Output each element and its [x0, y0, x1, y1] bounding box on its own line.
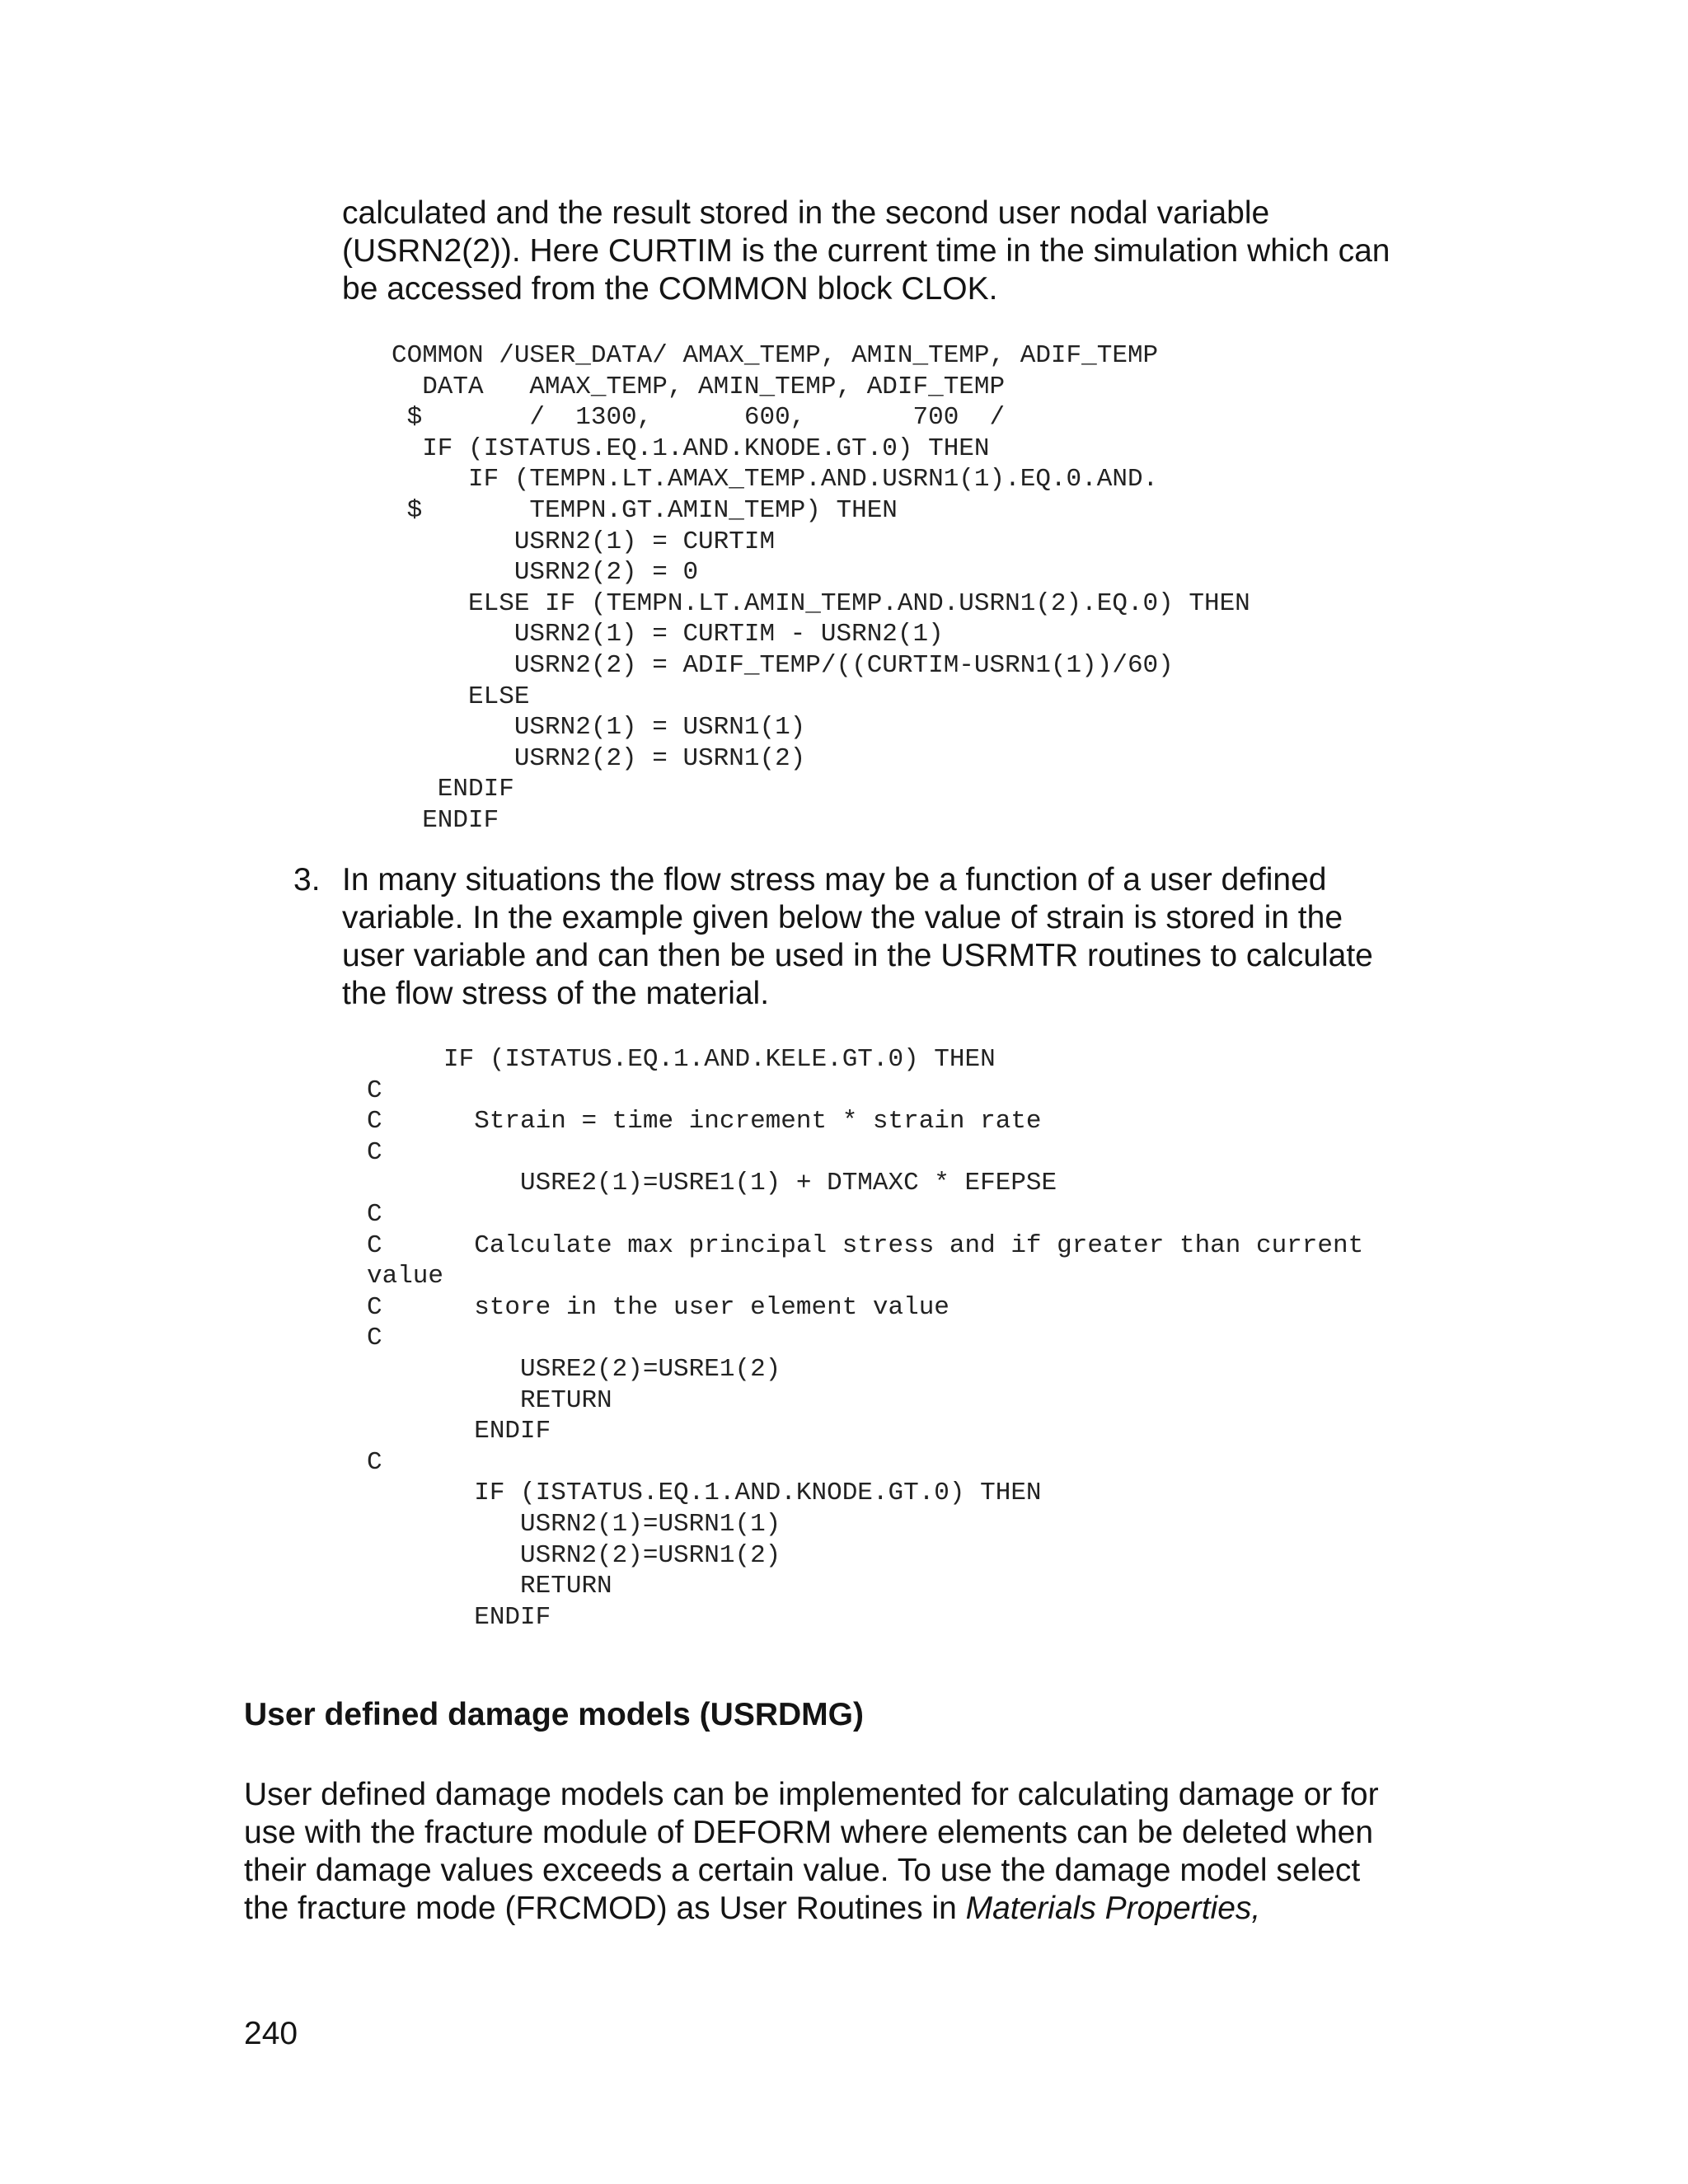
intro-line: (USRN2(2)). Here CURTIM is the current time in the simulation which can [342, 233, 1390, 269]
intro-line: calculated and the result stored in the second user nodal variable [342, 195, 1270, 231]
materials-properties-emphasis: Materials Properties, [965, 1891, 1261, 1926]
code-block-common-user-data: COMMON /USER_DATA/ AMAX_TEMP, AMIN_TEMP, ADIF_TEMP DATA AMAX_TEMP, AMIN_TEMP, ADIF_TEMP $ / 1300, 600, 700 / IF (ISTATUS.EQ.1.AND.KNODE.GT.0) THEN IF (TEMPN.LT.AMAX_TEMP.AND.USRN1(1).EQ.0.AND. $ TEMPN.GT.AMIN_TEMP) THEN USRN2(1) = CURTIM USRN2(2) = 0 ELSE IF (TEMPN.LT.AMIN_TEMP.AND.USRN1(2).EQ.0) THEN USRN2(1) = CURTIM - USRN2(1) USRN2(2) = ADIF_TEMP/((CURTIM-USRN1(1))/60) ELSE USRN2(1) = USRN1(1) USRN2(2) = USRN1(2) ENDIF ENDIF [392, 341, 1250, 835]
damage-line: use with the fracture module of DEFORM where elements can be deleted when [244, 1815, 1374, 1850]
item3-line: the flow stress of the material. [342, 976, 770, 1011]
damage-line-plain: the fracture mode (FRCMOD) as User Routines in [244, 1891, 966, 1926]
intro-paragraph [342, 194, 1390, 308]
intro-line: be accessed from the COMMON block CLOK. [342, 271, 998, 307]
page-number: 240 [244, 2016, 298, 2051]
list-item-number: 3. [293, 862, 321, 898]
item3-line: user variable and can then be used in the USRMTR routines to calculate [342, 938, 1373, 973]
damage-line-last [244, 1890, 1379, 1928]
damage-line: their damage values exceeds a certain value. To use the damage model select [244, 1853, 1361, 1888]
item3-line: In many situations the flow stress may be a function of a user defined [342, 862, 1327, 898]
item3-line: variable. In the example given below the value of strain is stored in the [342, 900, 1343, 935]
list-item-3-text [342, 861, 1373, 1013]
code-block-strain-example: IF (ISTATUS.EQ.1.AND.KELE.GT.0) THEN C C Strain = time increment * strain rate C USRE2(1)=USRE1(1) + DTMAXC * EFEPSE C C Calculate max principal stress and if greater than current value C store in the user element value C USRE2(2)=USRE1(2) RETURN ENDIF C IF (ISTATUS.EQ.1.AND.KNODE.GT.0) THEN USRN2(1)=USRN1(1) USRN2(2)=USRN1(2) RETURN ENDIF [367, 1045, 1364, 1632]
damage-line: User defined damage models can be implemented for calculating damage or for [244, 1777, 1379, 1812]
section-heading: User defined damage models (USRDMG) [244, 1697, 864, 1732]
damage-paragraph [244, 1776, 1379, 1928]
